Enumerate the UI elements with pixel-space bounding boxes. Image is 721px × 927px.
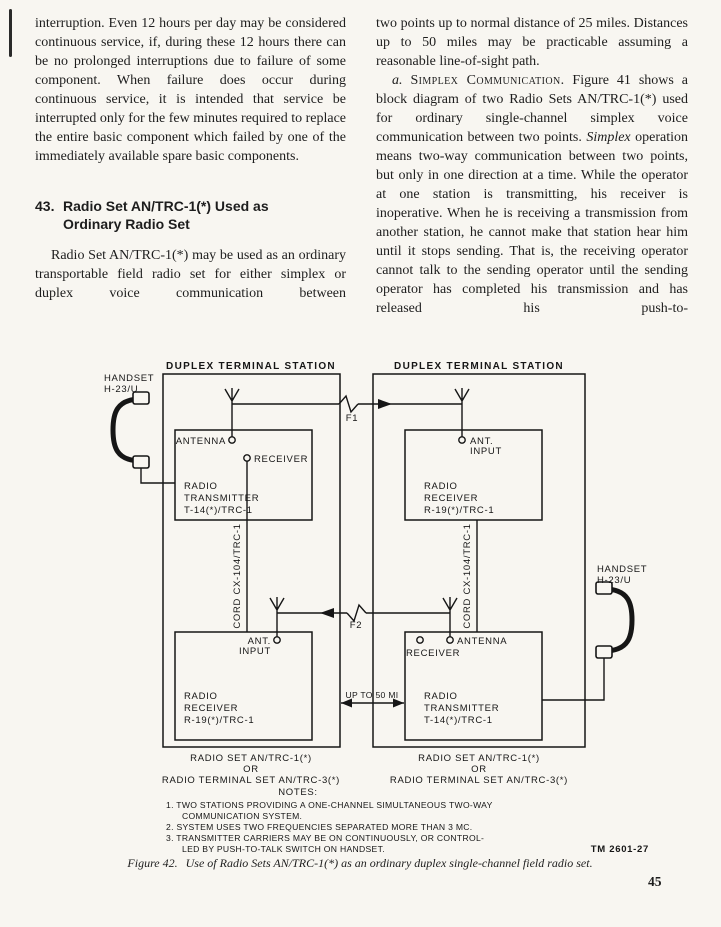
cord-label-right: CORD CX-104/TRC-1 (462, 523, 473, 629)
section-title-line2: Ordinary Radio Set (63, 216, 190, 232)
terminal-antenna-left-top (229, 437, 235, 443)
label-antenna-left-top: ANTENNA (175, 436, 226, 447)
terminal-receiver-right-bottom (417, 637, 423, 643)
label-antenna-right-bottom: ANTENNA (457, 636, 508, 647)
terminal-ant-input-left-bottom (274, 637, 280, 643)
station-title-right: DUPLEX TERMINAL STATION (394, 361, 564, 372)
terminal-ant-input-right-top (459, 437, 465, 443)
f1-arrowhead-icon (378, 399, 392, 409)
label-ant-left-bottom: ANT. (247, 636, 271, 647)
set-right-line3: RADIO TERMINAL SET AN/TRC-3(*) (389, 775, 569, 786)
note-1-line1: 1. TWO STATIONS PROVIDING A ONE-CHANNEL SIMULTANEOUS TWO-WAY (166, 800, 493, 810)
handset-left-label-1: HANDSET (104, 373, 155, 384)
antenna-icon-left-bottom (270, 597, 284, 637)
terminal-receiver-left-top (244, 455, 250, 461)
terminal-antenna-right-bottom (447, 637, 453, 643)
set-right-line2: OR (471, 764, 487, 775)
f1-label: F1 (345, 413, 359, 424)
label-receiver-right-bottom: RECEIVER (406, 648, 461, 659)
tx-left-line2: TRANSMITTER (184, 493, 260, 504)
handset-cord-left (141, 468, 175, 483)
handset-icon-left (113, 392, 149, 468)
handset-right-label-2: H-23/U (597, 575, 632, 586)
label-receiver-left-top: RECEIVER (254, 454, 309, 465)
notes-title: NOTES: (278, 787, 318, 798)
rx-left-line3: R-19(*)/TRC-1 (184, 715, 255, 726)
set-right-line1: RADIO SET AN/TRC-1(*) (418, 753, 540, 764)
paragraph-continuation: two points up to normal distance of 25 miles. Distances up to 50 miles may be practicable assuming a reasonable line-of-sight path. (376, 16, 688, 69)
distance-label: UP TO 50 MI (345, 690, 399, 700)
f2-signal-path (277, 605, 450, 621)
handset-icon-right (596, 582, 632, 658)
tm-reference: TM 2601-27 (590, 844, 649, 855)
tx-right-line3: T-14(*)/TRC-1 (424, 715, 493, 726)
tx-left-line3: T-14(*)/TRC-1 (184, 505, 253, 516)
section-number: 43. (35, 198, 55, 214)
page-number: 45 (648, 874, 662, 889)
f1-signal-path (232, 396, 462, 412)
run-in-heading: Simplex Communication. (410, 73, 565, 88)
list-letter: a. (392, 73, 411, 88)
figure-caption-label: Figure 42. (127, 856, 178, 870)
note-3-line2: LED BY PUSH-TO-TALK SWITCH ON HANDSET. (182, 844, 385, 854)
f2-label: F2 (349, 620, 363, 631)
figure-caption-text: Use of Radio Sets AN/TRC-1(*) as an ordinary duplex single-channel field radio set. (185, 856, 593, 870)
note-1-line2: COMMUNICATION SYSTEM. (182, 811, 303, 821)
f2-arrowhead-icon (320, 608, 334, 618)
rx-right-line3: R-19(*)/TRC-1 (424, 505, 495, 516)
paragraph-radio-set: Radio Set AN/TRC-1(*) may be used as an ordinary transportable field radio set for either simplex or duplex voice communication between (35, 248, 346, 301)
cord-label-left: CORD CX-104/TRC-1 (232, 523, 243, 629)
handset-right-label-1: HANDSET (597, 564, 648, 575)
tx-right-line1: RADIO (424, 691, 458, 702)
figure-caption (35, 856, 685, 871)
paragraph-continuation: interruption. Even 12 hours per day may be considered continuous service, if, during these 12 hours there can be no prolonged interruptions due to failure of some component. When failure does occur during continuous service, it is intended that service be interrupted only for the few minutes required to replace the entire basic component which failed by one of the immediately available spare basic components. (35, 16, 346, 164)
note-2: 2. SYSTEM USES TWO FREQUENCIES SEPARATED MORE THAN 3 MC. (166, 822, 473, 832)
italic-word: Simplex (586, 130, 631, 145)
handset-left-label-2: H-23/U (104, 384, 139, 395)
label-ant-right-top: ANT. (470, 436, 494, 447)
rx-right-line1: RADIO (424, 481, 458, 492)
paragraph-text: Figure 41 shows a block diagram of two Radio Sets AN/TRC-1(*) used for ordinary single-channel simplex voice communication between two points. (376, 73, 688, 145)
handset-cord-right (542, 658, 604, 700)
rx-left-line2: RECEIVER (184, 703, 239, 714)
set-left-line1: RADIO SET AN/TRC-1(*) (190, 753, 312, 764)
tx-right-line2: TRANSMITTER (424, 703, 500, 714)
set-left-line3: RADIO TERMINAL SET AN/TRC-3(*) (161, 775, 341, 786)
rx-left-line1: RADIO (184, 691, 218, 702)
label-input-left-bottom: INPUT (239, 646, 271, 657)
section-title-line1: Radio Set AN/TRC-1(*) Used as (63, 198, 269, 214)
note-3-line1: 3. TRANSMITTER CARRIERS MAY BE ON CONTINUOUSLY, OR CONTROL- (166, 833, 485, 843)
tx-left-line1: RADIO (184, 481, 218, 492)
paragraph-text: operation means two-way communication between two points, but only in one direction at a time. While the operator at one station is transmitting, his receiver is inoperative. When he is receiving a transmission from another station, he cannot make that station hear him until it stops sending. That is, the receiving operator cannot talk to the sending operator until the sending operator has completed his transmission and has released his push-to- (376, 130, 688, 316)
rx-right-line2: RECEIVER (424, 493, 479, 504)
set-left-line2: OR (243, 764, 259, 775)
station-title-left: DUPLEX TERMINAL STATION (166, 361, 336, 372)
antenna-icon-right-bottom (443, 597, 457, 637)
label-input-right-top: INPUT (470, 446, 502, 457)
